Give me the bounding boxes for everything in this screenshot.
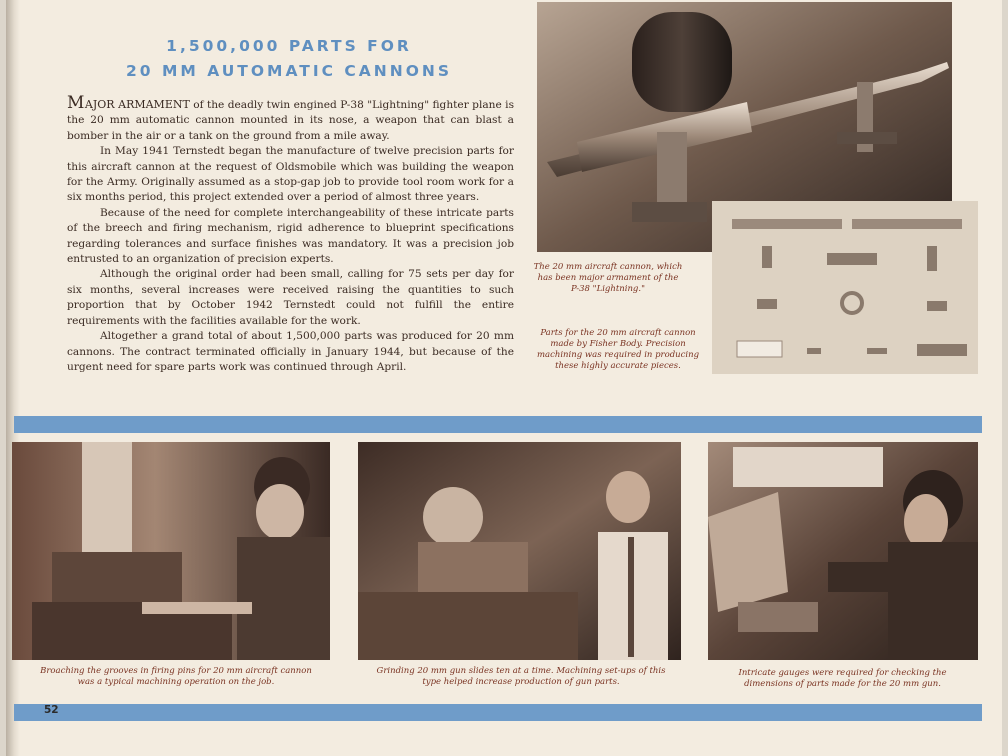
parts-caption: Parts for the 20 mm aircraft cannon made by Fisher Body. Precision machining was required in producing these highly accurate pieces. — [536, 328, 700, 371]
article-body — [67, 93, 514, 375]
drop-cap: M — [67, 93, 85, 113]
gauges-caption: Intricate gauges were required for checking the dimensions of parts made for the 20 mm gun. — [738, 668, 947, 689]
article-paragraph-5: Altogether a grand total of about 1,500,000 parts was produced for 20 mm cannons. The contract terminated officially in January 1944, but because of the urgent need for spare parts work was continued through April. — [67, 330, 514, 373]
blue-rule-bottom — [14, 704, 982, 721]
parts-photo — [712, 201, 978, 374]
blue-rule-top — [14, 416, 982, 433]
grinding-caption: Grinding 20 mm gun slides ten at a time. Machining set-ups of this type helped increase production of gun parts. — [376, 666, 666, 687]
lead-text: of the deadly twin engined P-38 "Lightning" fighter plane is the 20 mm automatic cannon mounted in its nose, a weapon that can blast a bomber in the air or a tank on the ground from a mile away. — [67, 99, 514, 142]
page-number: 52 — [44, 704, 59, 716]
cannon-caption: The 20 mm aircraft cannon, which has been major armament of the P-38 "Lightning." — [533, 262, 683, 294]
broaching-caption: Broaching the grooves in firing pins for 20 mm aircraft cannon was a typical machining operation on the job. — [40, 666, 312, 687]
broaching-photo — [12, 442, 330, 660]
lead-smallcaps: AJOR ARMAMENT — [84, 98, 190, 111]
gauges-photo — [708, 442, 978, 660]
article-paragraph-3: Because of the need for complete interchangeability of these intricate parts of the breech and firing mechanism, rigid adherence to blueprint specifications regarding tolerances and surface finishes was mandatory. It was a precision job entrusted to an organization of precision experts. — [67, 206, 514, 266]
page-title-line-1: 1,500,000 PARTS FOR — [166, 37, 412, 55]
grinding-photo — [358, 442, 681, 660]
magazine-page — [6, 0, 1002, 756]
page-title-line-2: 20 MM AUTOMATIC CANNONS — [125, 62, 453, 80]
article-paragraph-2: In May 1941 Ternstedt began the manufacture of twelve precision parts for this aircraft cannon at the request of Oldsmobile which was building the weapon for the Army. Originally assumed as a stop-gap job to provide tool room work for a six months period, this project extended over a period of almost three years. — [67, 145, 514, 204]
article-paragraph-1 — [67, 93, 514, 144]
article-paragraph-4: Although the original order had been small, calling for 75 sets per day for six months, several increases were received raising the quantities to such proportion that by October 1942 Ternstedt could not fulfill the entire requirements with the facilities available for the work. — [67, 268, 514, 327]
